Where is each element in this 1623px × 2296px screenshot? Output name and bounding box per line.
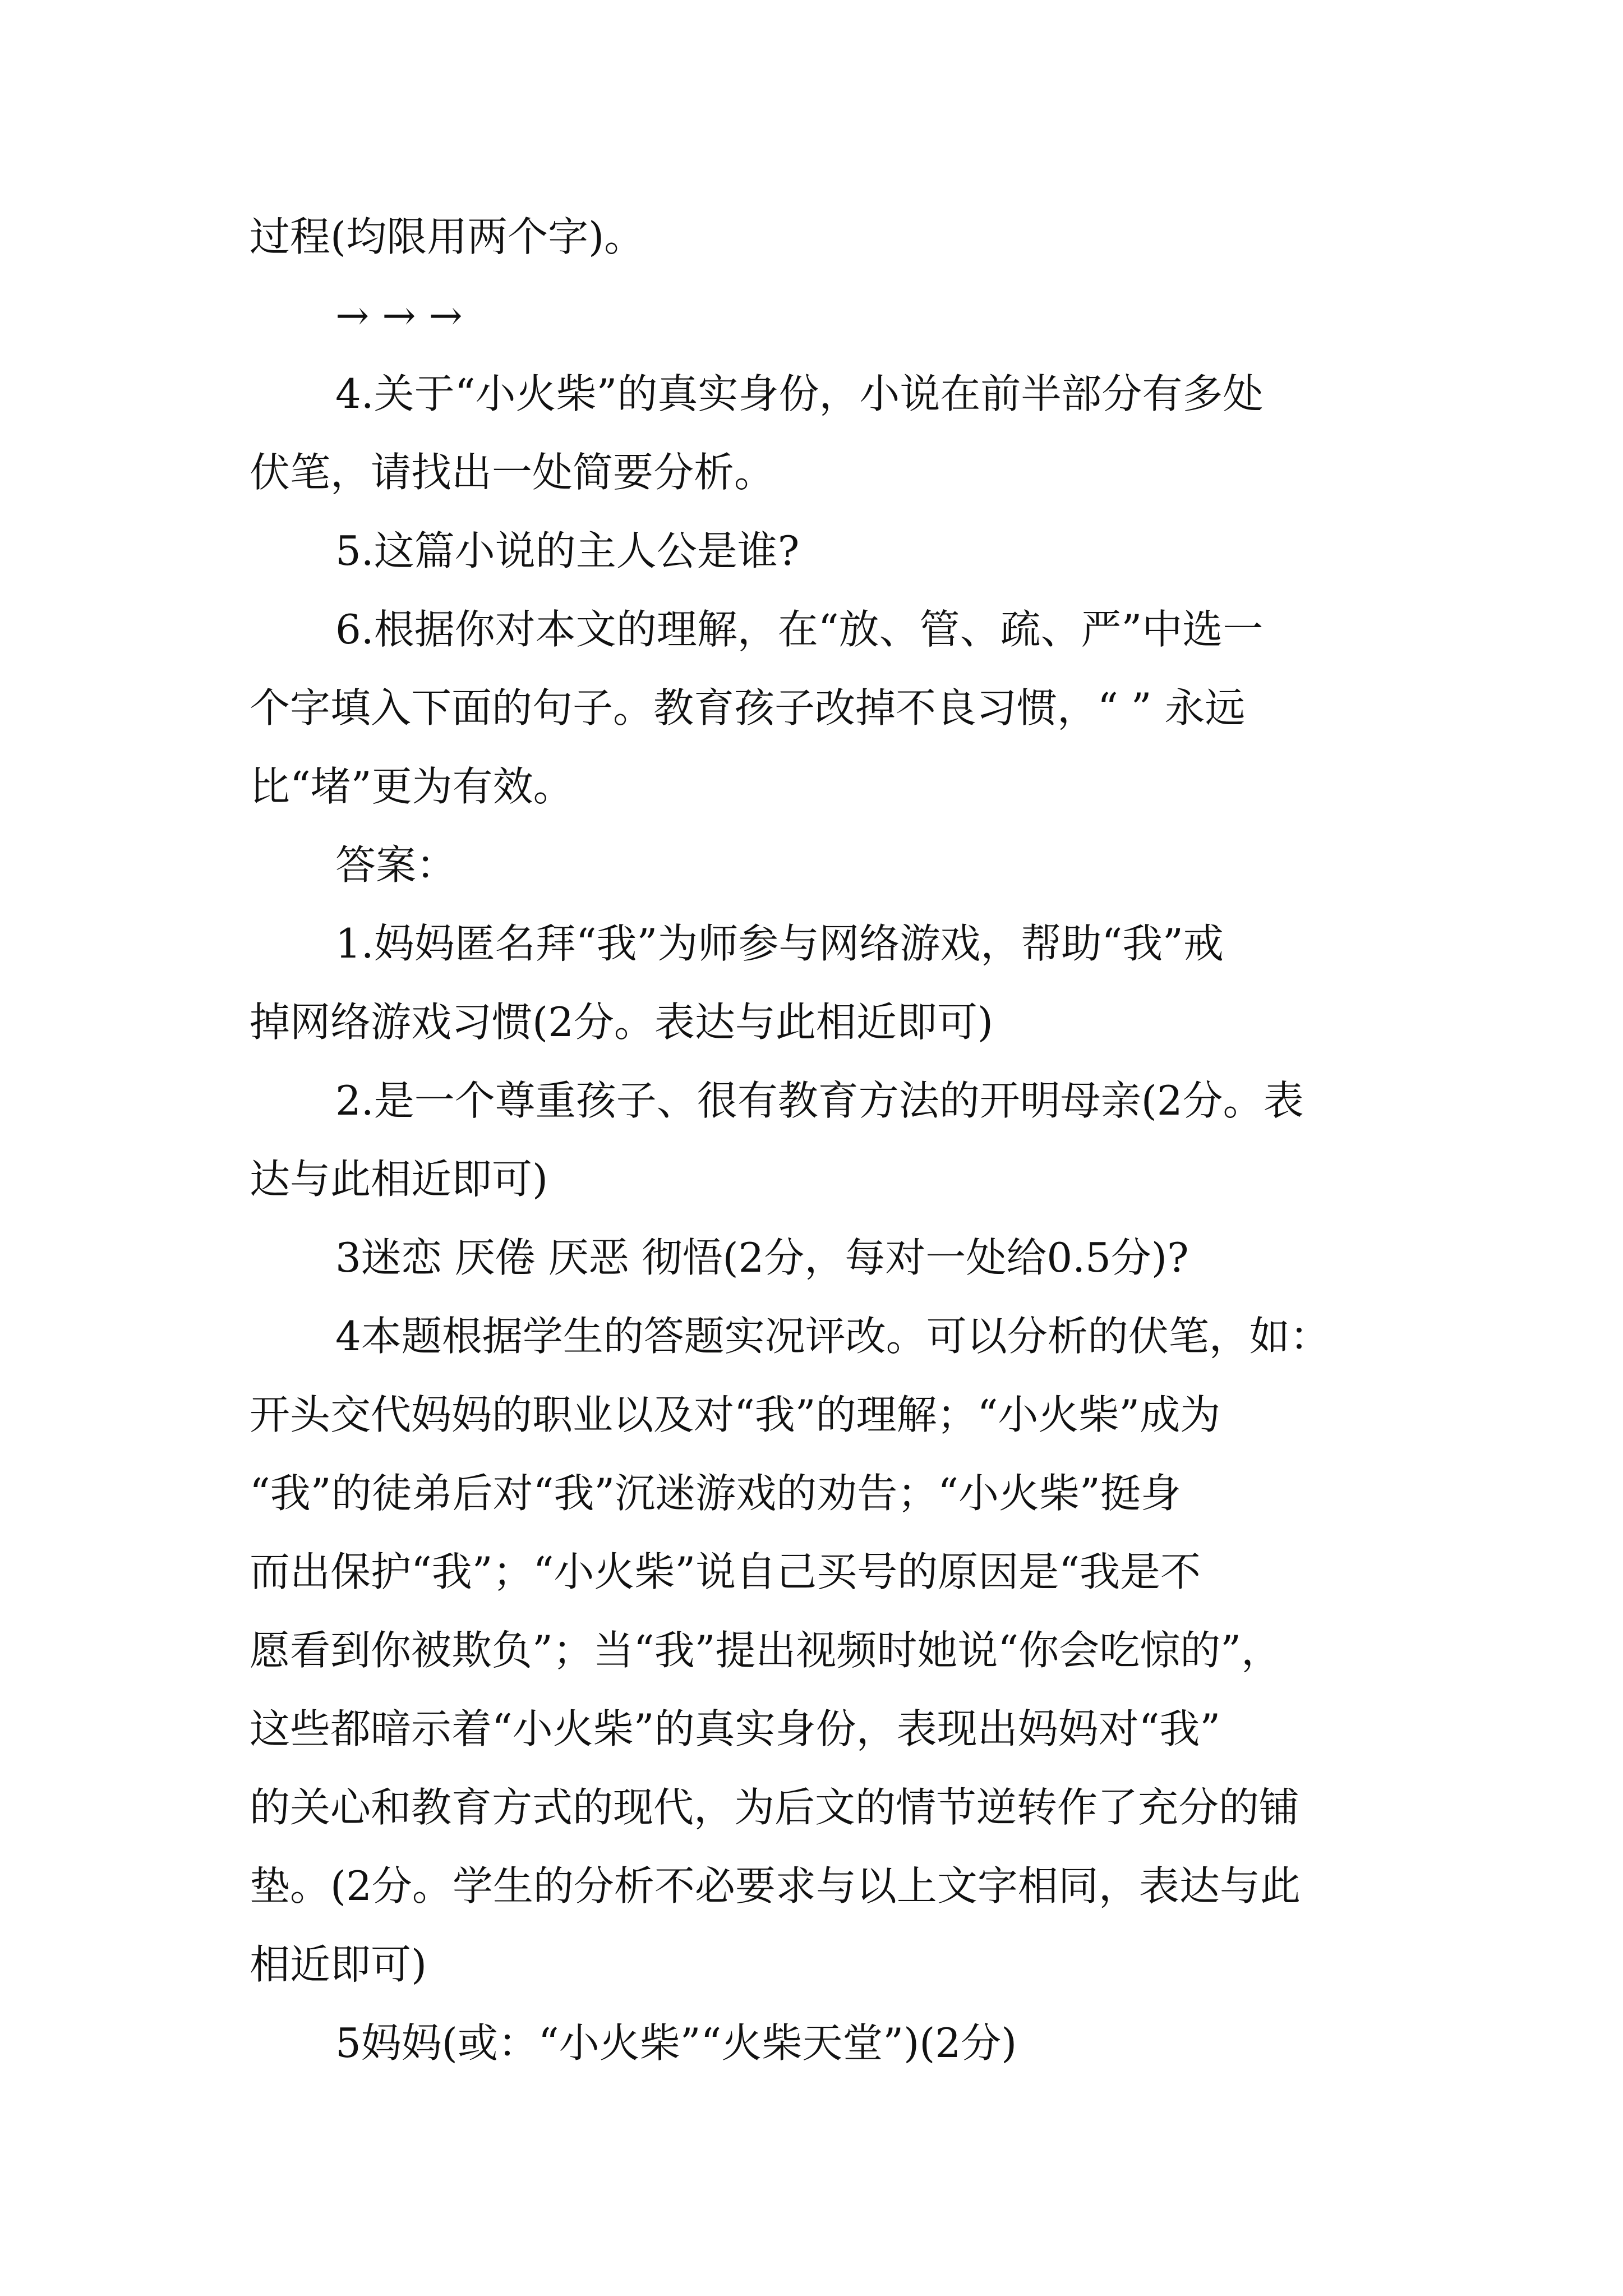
answer-4-line-8: 垫。(2分。学生的分析不必要求与以上文字相同，表达与此	[250, 1862, 1301, 1910]
answer-4-line-1: 4本题根据学生的答题实况评改。可以分析的伏笔，如：	[335, 1313, 1330, 1360]
text-line: 过程(均限用两个字)。	[250, 213, 645, 260]
answer-heading: 答案：	[335, 841, 457, 889]
answer-1-line-1: 1.妈妈匿名拜“我”为师参与网络游戏，帮助“我”戒	[335, 920, 1224, 967]
answer-5: 5妈妈(或：“小火柴”“火柴天堂”)(2分)	[335, 2019, 1017, 2067]
question-6-line-1: 6.根据你对本文的理解，在“放、管、疏、严”中选一	[335, 606, 1264, 653]
answer-4-line-3: “我”的徒弟后对“我”沉迷游戏的劝告；“小火柴”挺身	[250, 1470, 1181, 1517]
answer-4-line-7: 的关心和教育方式的现代，为后文的情节逆转作了充分的铺	[250, 1784, 1300, 1831]
question-4-line-1: 4.关于“小火柴”的真实身份，小说在前半部分有多处	[335, 370, 1264, 417]
answer-2-line-1: 2.是一个尊重孩子、很有教育方法的开明母亲(2分。表	[335, 1077, 1304, 1124]
answer-2-line-2: 达与此相近即可)	[250, 1156, 548, 1203]
answer-4-line-5: 愿看到你被欺负”；当“我”提出视频时她说“你会吃惊的”，	[250, 1627, 1282, 1674]
question-6-line-2: 个字填入下面的句子。教育孩子改掉不良习惯，“ ” 永远	[250, 684, 1246, 731]
answer-4-line-2: 开头交代妈妈的职业以及对“我”的理解；“小火柴”成为	[250, 1391, 1221, 1438]
answer-4-line-6: 这些都暗示着“小火柴”的真实身份，表现出妈妈对“我”	[250, 1705, 1221, 1752]
arrow-sequence: → → →	[335, 292, 463, 339]
question-6-line-3: 比“堵”更为有效。	[250, 763, 574, 810]
answer-4-line-4: 而出保护“我”；“小火柴”说自己买号的原因是“我是不	[250, 1548, 1201, 1595]
answer-1-line-2: 掉网络游戏习惯(2分。表达与此相近即可)	[250, 999, 993, 1046]
answer-4-line-9: 相近即可)	[250, 1941, 427, 1988]
question-4-line-2: 伏笔，请找出一处简要分析。	[250, 449, 775, 496]
question-5: 5.这篇小说的主人公是谁?	[335, 527, 800, 574]
answer-3: 3迷恋 厌倦 厌恶 彻悟(2分，每对一处给0.5分)?	[335, 1234, 1189, 1281]
